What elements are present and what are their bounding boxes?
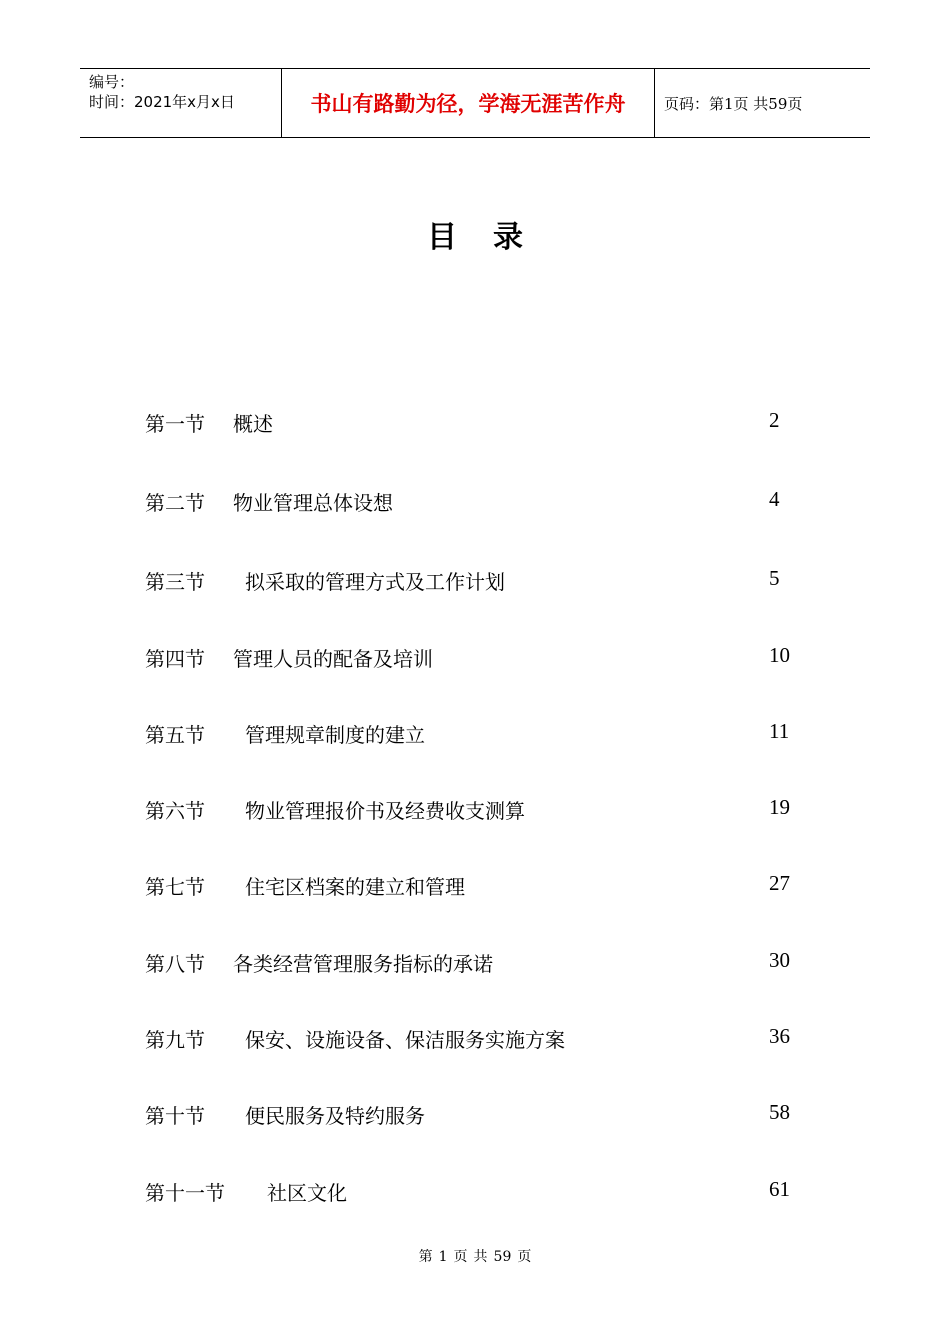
toc-entry xyxy=(145,719,805,749)
toc-page-number: 30 xyxy=(769,948,790,972)
toc-entry xyxy=(145,1024,805,1054)
toc-entry xyxy=(145,871,805,901)
toc-entry xyxy=(145,566,805,596)
toc-section-title: 社区文化 xyxy=(267,1181,347,1205)
toc-page-number: 11 xyxy=(769,719,790,743)
toc-section-number: 第六节 xyxy=(145,799,205,823)
toc-section-title: 拟采取的管理方式及工作计划 xyxy=(245,570,505,594)
toc-section-number: 第九节 xyxy=(145,1028,205,1052)
toc-entry xyxy=(145,948,805,978)
header-meta xyxy=(80,69,281,137)
toc-section-number: 第一节 xyxy=(145,412,205,436)
header-motto: 书山有路勤为径，学海无涯苦作舟 xyxy=(281,69,655,137)
toc-section-title: 住宅区档案的建立和管理 xyxy=(245,875,465,899)
page-header xyxy=(80,68,870,138)
footer-gong: 共 xyxy=(473,1249,488,1265)
header-number-label: 编号： xyxy=(89,73,135,91)
toc-section-title: 便民服务及特约服务 xyxy=(245,1104,425,1128)
footer-ye-2: 页 xyxy=(517,1249,532,1265)
footer-di: 第 xyxy=(418,1249,433,1265)
toc-section-number: 第十一节 xyxy=(145,1181,225,1205)
toc-section-number: 第十节 xyxy=(145,1104,205,1128)
toc-entry xyxy=(145,1100,805,1130)
toc-page-number: 61 xyxy=(769,1177,790,1201)
page-footer xyxy=(0,1246,950,1266)
toc-section-title: 管理规章制度的建立 xyxy=(245,723,425,747)
toc-page-number: 19 xyxy=(769,795,790,819)
page-title: 目录 xyxy=(427,220,559,255)
toc-page-number: 27 xyxy=(769,871,790,895)
toc-section-title: 管理人员的配备及培训 xyxy=(233,647,433,671)
toc-entry xyxy=(145,643,805,673)
header-time-label: 时间：2021年x月x日 xyxy=(89,93,235,111)
toc-section-number: 第七节 xyxy=(145,875,205,899)
toc-entry xyxy=(145,408,805,438)
toc-page-number: 4 xyxy=(769,487,780,511)
toc-entry xyxy=(145,795,805,825)
toc-section-number: 第二节 xyxy=(145,491,205,515)
toc-entry xyxy=(145,487,805,517)
toc-page-number: 10 xyxy=(769,643,790,667)
toc-section-title: 物业管理报价书及经费收支测算 xyxy=(245,799,525,823)
toc-page-number: 58 xyxy=(769,1100,790,1124)
toc-page-number: 5 xyxy=(769,566,780,590)
toc-entry xyxy=(145,1177,805,1207)
toc-page-number: 2 xyxy=(769,408,780,432)
toc-section-number: 第三节 xyxy=(145,570,205,594)
footer-ye: 页 xyxy=(453,1249,468,1265)
toc-page-number: 36 xyxy=(769,1024,790,1048)
toc-section-number: 第四节 xyxy=(145,647,205,671)
toc-section-title: 各类经营管理服务指标的承诺 xyxy=(233,952,493,976)
toc-section-title: 概述 xyxy=(233,412,273,436)
header-page-info: 页码：第1页 共59页 xyxy=(664,94,803,113)
footer-total-pages: 59 xyxy=(493,1249,512,1265)
toc-section-number: 第五节 xyxy=(145,723,205,747)
toc-section-title: 物业管理总体设想 xyxy=(233,491,393,515)
footer-current-page: 1 xyxy=(438,1249,448,1265)
toc-section-title: 保安、设施设备、保洁服务实施方案 xyxy=(245,1028,565,1052)
toc-section-number: 第八节 xyxy=(145,952,205,976)
